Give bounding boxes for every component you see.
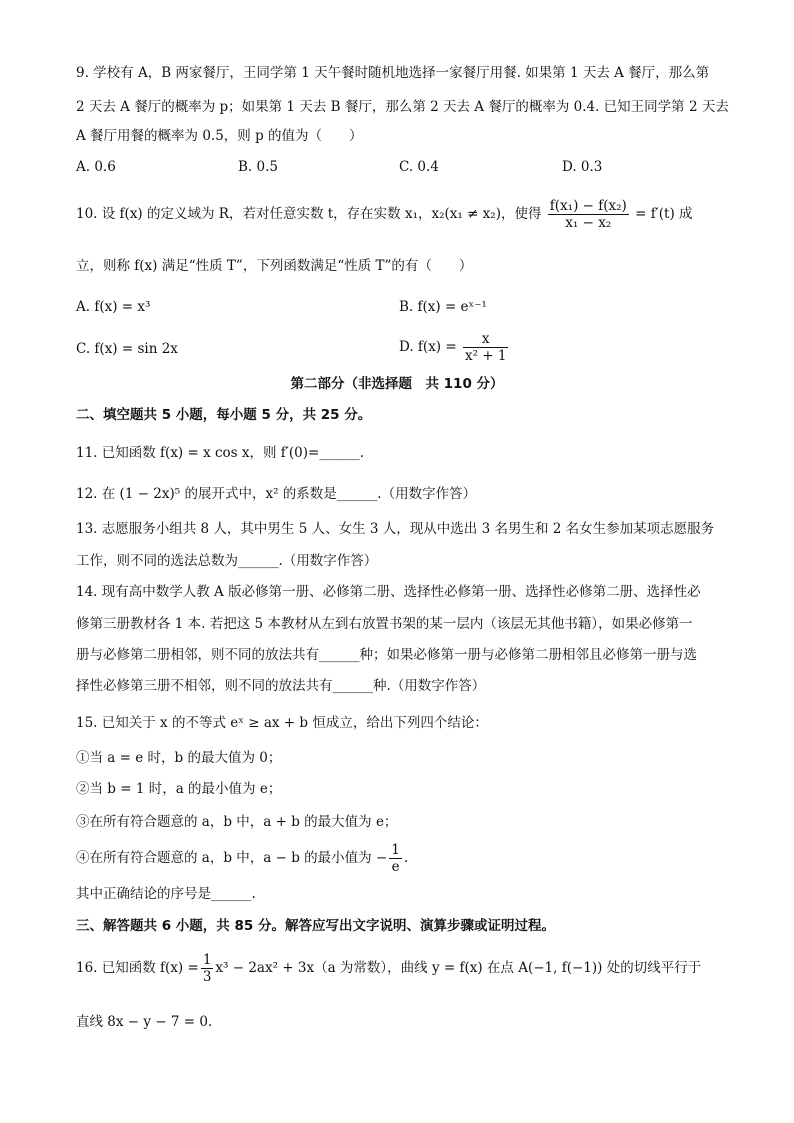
q16-post: x³ − 2ax² + 3x（a 为常数），曲线 y = f(x) 在点 A(−1, f(−1)) 处的切线平行于 (215, 960, 702, 976)
q10-line1 (76, 196, 693, 232)
q9-option-c: C. 0.4 (399, 159, 439, 175)
q10-line1-pre: 10. 设 f(x) 的定义域为 R，若对任意实数 t，存在实数 x₁，x₂(x₁ ≠ x₂)，使得 (76, 206, 542, 222)
q16-line2: 直线 8x − y − 7 = 0. (76, 1014, 213, 1030)
q16-fraction-den: 3 (202, 969, 212, 985)
q15-conclusion-2: ②当 b = 1 时，a 的最小值为 e； (76, 781, 282, 797)
q10-option-d-num: x (463, 331, 509, 348)
q15-conclusion-4-pre: ④在所有符合题意的 a，b 中，a − b 的最小值为 − (76, 850, 388, 866)
q10-fraction-num: f(x₁) − f(x₂) (549, 198, 627, 214)
q13-line1: 13. 志愿服务小组共 8 人，其中男生 5 人、女生 3 人，现从中选出 3 名男生和 2 名女生参加某项志愿服务 (76, 521, 715, 537)
q10-fraction-den: x₁ − x₂ (565, 215, 612, 231)
q10-option-c: C. f(x) = sin 2x (76, 341, 178, 357)
q16-line1 (76, 950, 701, 986)
q10-fraction (548, 198, 629, 231)
q15-conclusion-4 (76, 840, 408, 876)
q10-option-d (399, 329, 510, 365)
q10-line1-post: = f′(t) 成 (635, 206, 693, 222)
q14-line1: 14. 现有高中数学人教 A 版必修第一册、必修第二册、选择性必修第一册、选择性必修第二册、选择性必 (76, 584, 701, 600)
q9-option-a: A. 0.6 (76, 159, 116, 175)
q15-conclusion-3: ③在所有符合题意的 a，b 中，a + b 的最大值为 e； (76, 814, 398, 830)
q13-line2: 工作，则不同的选法总数为______.（用数字作答） (76, 553, 378, 569)
q15-line1: 15. 已知关于 x 的不等式 eˣ ≥ ax + b 恒成立，给出下列四个结论： (76, 715, 488, 731)
section2-title: 二、填空题共 5 小题，每小题 5 分，共 25 分。 (76, 407, 372, 423)
q14-line3: 册与必修第二册相邻，则不同的放法共有______种；如果必修第一册与必修第二册相邻且必修第一册与选 (76, 647, 697, 663)
q9-line3: A 餐厅用餐的概率为 0.5，则 p 的值为（ ） (76, 128, 363, 144)
q14-line2: 修第三册教材各 1 本. 若把这 5 本教材从左到右放置书架的某一层内（该层无其他书籍），如果必修第一 (76, 616, 693, 632)
q10-line2: 立，则称 f(x) 满足“性质 T”，下列函数满足“性质 T”的有（ ） (76, 258, 473, 274)
q10-option-d-fraction (463, 331, 509, 364)
q10-option-d-den: x² + 1 (464, 348, 507, 364)
q9-option-d: D. 0.3 (562, 159, 603, 175)
q11: 11. 已知函数 f(x) = x cos x，则 f′(0)=______. (76, 445, 365, 461)
q9-line2: 2 天去 A 餐厅的概率为 p；如果第 1 天去 B 餐厅，那么第 2 天去 A 餐厅的概率为 0.4. 已知王同学第 2 天去 (76, 99, 729, 115)
q15-c4-den: e (391, 859, 400, 875)
q14-line4: 择性必修第三册不相邻，则不同的放法共有______种.（用数字作答） (76, 678, 486, 694)
q16-fraction (201, 952, 214, 985)
q10-option-b: B. f(x) = eˣ⁻¹ (399, 299, 487, 315)
q15-end: 其中正确结论的序号是______. (76, 886, 256, 902)
q15-conclusion-4-post: . (403, 850, 409, 866)
q16-fraction-num: 1 (202, 952, 212, 968)
part2-title: 第二部分（非选择题 共 110 分） (290, 376, 504, 392)
q15-c4-num: 1 (391, 842, 400, 858)
q10-option-a: A. f(x) = x³ (76, 299, 151, 315)
q15-conclusion-4-fraction (389, 842, 402, 875)
q12: 12. 在 (1 − 2x)⁵ 的展开式中，x² 的系数是______.（用数字作答） (76, 486, 477, 502)
q9-option-b: B. 0.5 (238, 159, 278, 175)
section3-title: 三、解答题共 6 小题，共 85 分。解答应写出文字说明、演算步骤或证明过程。 (76, 918, 555, 934)
q15-conclusion-1: ①当 a = e 时，b 的最大值为 0； (76, 750, 282, 766)
q10-option-d-pre: D. f(x) = (399, 339, 457, 355)
q16-pre: 16. 已知函数 f(x) = (76, 960, 199, 976)
q9-line1: 9. 学校有 A，B 两家餐厅，王同学第 1 天午餐时随机地选择一家餐厅用餐. 如果第 1 天去 A 餐厅，那么第 (76, 65, 710, 81)
